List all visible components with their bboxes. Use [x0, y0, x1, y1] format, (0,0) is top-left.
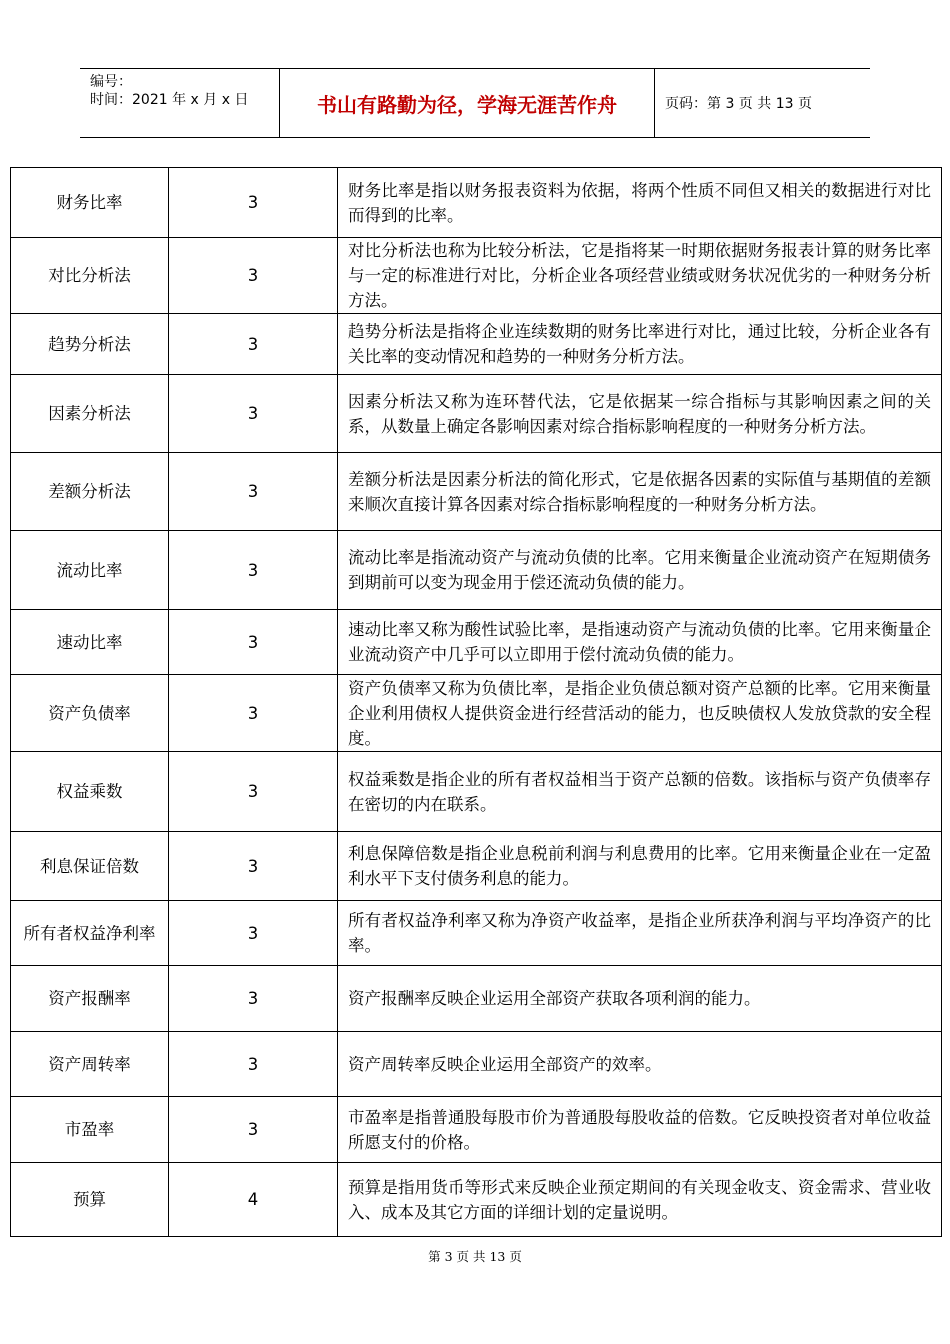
table-row	[11, 1163, 942, 1237]
definition-cell: 资产周转率反映企业运用全部资产的效率。	[338, 1032, 942, 1097]
term-cell: 预算	[11, 1163, 169, 1237]
score-cell: 3	[169, 1097, 338, 1163]
definition-cell: 因素分析法又称为连环替代法，它是依据某一综合指标与其影响因素之间的关系，从数量上确定各影响因素对综合指标影响程度的一种财务分析方法。	[338, 375, 942, 453]
term-cell: 权益乘数	[11, 752, 169, 832]
table-row	[11, 375, 942, 453]
term-cell: 速动比率	[11, 610, 169, 675]
header-meta	[80, 69, 280, 137]
definition-cell: 权益乘数是指企业的所有者权益相当于资产总额的倍数。该指标与资产负债率存在密切的内在联系。	[338, 752, 942, 832]
score-cell: 3	[169, 238, 338, 314]
definition-cell: 预算是指用货币等形式来反映企业预定期间的有关现金收支、资金需求、营业收入、成本及其它方面的详细计划的定量说明。	[338, 1163, 942, 1237]
table-row	[11, 610, 942, 675]
table-row	[11, 1097, 942, 1163]
definition-cell: 资产报酬率反映企业运用全部资产获取各项利润的能力。	[338, 966, 942, 1032]
table-row	[11, 531, 942, 610]
score-cell: 3	[169, 610, 338, 675]
table-row	[11, 675, 942, 752]
definition-cell: 利息保障倍数是指企业息税前利润与利息费用的比率。它用来衡量企业在一定盈利水平下支付债务利息的能力。	[338, 832, 942, 901]
score-cell: 3	[169, 531, 338, 610]
page-header	[80, 68, 870, 138]
term-cell: 资产周转率	[11, 1032, 169, 1097]
table-row	[11, 238, 942, 314]
table-row	[11, 1032, 942, 1097]
header-page-info: 页码：第 3 页 共 13 页	[665, 96, 812, 112]
table-row	[11, 168, 942, 238]
definition-cell: 财务比率是指以财务报表资料为依据，将两个性质不同但又相关的数据进行对比而得到的比率。	[338, 168, 942, 238]
header-time: 时间：2021 年 x 月 x 日	[90, 92, 249, 108]
term-cell: 对比分析法	[11, 238, 169, 314]
table-row	[11, 453, 942, 531]
score-cell: 3	[169, 453, 338, 531]
header-code: 编号：	[90, 74, 132, 90]
definition-cell: 趋势分析法是指将企业连续数期的财务比率进行对比，通过比较，分析企业各有关比率的变动情况和趋势的一种财务分析方法。	[338, 314, 942, 375]
table-row	[11, 901, 942, 966]
definition-cell: 所有者权益净利率又称为净资产收益率，是指企业所获净利润与平均净资产的比率。	[338, 901, 942, 966]
definition-cell: 资产负债率又称为负债比率，是指企业负债总额对资产总额的比率。它用来衡量企业利用债权人提供资金进行经营活动的能力，也反映债权人发放贷款的安全程度。	[338, 675, 942, 752]
header-motto: 书山有路勤为径，学海无涯苦作舟	[280, 69, 655, 137]
definition-cell: 对比分析法也称为比较分析法，它是指将某一时期依据财务报表计算的财务比率与一定的标准进行对比，分析企业各项经营业绩或财务状况优劣的一种财务分析方法。	[338, 238, 942, 314]
term-cell: 资产报酬率	[11, 966, 169, 1032]
page-footer: 第 3 页 共 13 页	[428, 1249, 522, 1264]
definition-cell: 流动比率是指流动资产与流动负债的比率。它用来衡量企业流动资产在短期债务到期前可以变为现金用于偿还流动负债的能力。	[338, 531, 942, 610]
term-cell: 资产负债率	[11, 675, 169, 752]
term-cell: 因素分析法	[11, 375, 169, 453]
score-cell: 3	[169, 1032, 338, 1097]
definition-cell: 差额分析法是因素分析法的简化形式，它是依据各因素的实际值与基期值的差额来顺次直接计算各因素对综合指标影响程度的一种财务分析方法。	[338, 453, 942, 531]
score-cell: 4	[169, 1163, 338, 1237]
score-cell: 3	[169, 168, 338, 238]
term-cell: 利息保证倍数	[11, 832, 169, 901]
score-cell: 3	[169, 966, 338, 1032]
term-cell: 流动比率	[11, 531, 169, 610]
score-cell: 3	[169, 752, 338, 832]
term-cell: 市盈率	[11, 1097, 169, 1163]
terms-table	[10, 167, 942, 1237]
table-row	[11, 314, 942, 375]
score-cell: 3	[169, 901, 338, 966]
term-cell: 差额分析法	[11, 453, 169, 531]
table-row	[11, 832, 942, 901]
score-cell: 3	[169, 675, 338, 752]
score-cell: 3	[169, 375, 338, 453]
term-cell: 趋势分析法	[11, 314, 169, 375]
score-cell: 3	[169, 314, 338, 375]
table-row	[11, 966, 942, 1032]
term-cell: 财务比率	[11, 168, 169, 238]
term-cell: 所有者权益净利率	[11, 901, 169, 966]
table-row	[11, 752, 942, 832]
score-cell: 3	[169, 832, 338, 901]
definition-cell: 速动比率又称为酸性试验比率，是指速动资产与流动负债的比率。它用来衡量企业流动资产中几乎可以立即用于偿付流动负债的能力。	[338, 610, 942, 675]
definition-cell: 市盈率是指普通股每股市价为普通股每股收益的倍数。它反映投资者对单位收益所愿支付的价格。	[338, 1097, 942, 1163]
